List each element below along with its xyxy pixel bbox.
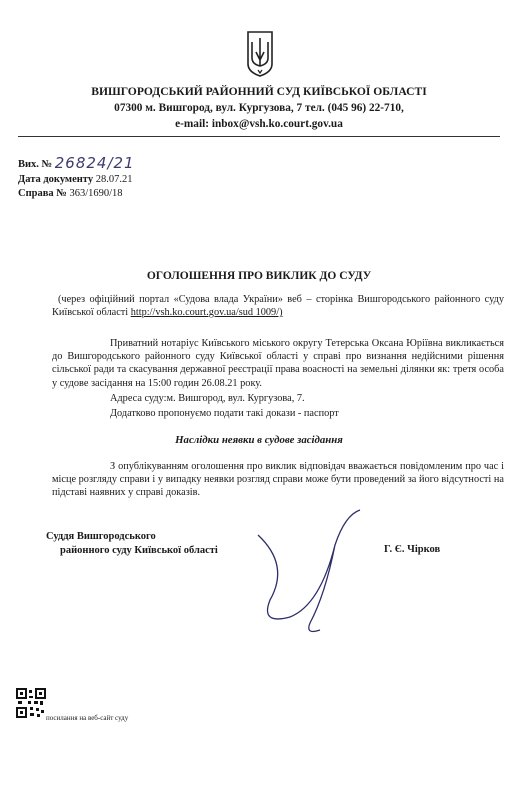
court-name: ВИШГОРОДСЬКИЙ РАЙОННИЙ СУД КИЇВСЬКОЇ ОБЛАСТІ [91, 85, 427, 98]
judge-role [46, 530, 218, 558]
trident-coat-of-arms-icon [246, 30, 274, 78]
outgoing-number-value: 26824/21 [54, 154, 135, 172]
document-date-label: Дата документу [18, 174, 94, 185]
outgoing-number-row [18, 156, 135, 171]
handwritten-signature [250, 505, 370, 645]
case-number-label: Справа № [18, 188, 67, 199]
portal-note [52, 293, 504, 319]
consequences-paragraph: З опублікуванням оголошення про виклик відповідач вважається повідомленим про час і місце розгляду справи і у випадку неявки розгляд справи може бути проведений за його відсутності на підставі наявних у справі доказів. [52, 461, 504, 499]
case-number-row [18, 187, 123, 200]
document-date-row [18, 173, 132, 186]
section-title: Наслідки неявки в судове засідання [175, 434, 343, 446]
case-number-value: 363/1690/18 [69, 188, 123, 199]
summons-paragraph: Приватний нотаріус Київського міського округу Тетерська Оксана Юріївна викликається до Вишгородського районного суду Київської області у справі про визнання недійсними рішення сільської ради та скасування державної реєстрації права воасності на земельні ділянки як: третя особа у судове засідання на 15:00 годин 26.08.21 року. [52, 338, 504, 389]
document-date-value: 28.07.21 [95, 174, 133, 185]
qr-caption: посилання на веб-сайт суду [46, 714, 129, 722]
court-address: 07300 м. Вишгород, вул. Кургузова, 7 тел. (045 96) 22-710, [114, 102, 404, 114]
evidence-line: Додатково пропонуємо подати такі докази - паспорт [110, 408, 339, 419]
judge-name: Г. Є. Чірков [384, 544, 441, 555]
court-email: e-mail: inbox@vsh.ko.court.gov.ua [175, 118, 343, 130]
judge-role-line1: Суддя Вишгородського [46, 531, 156, 542]
outgoing-number-label: Вих. № [18, 159, 53, 170]
judge-role-line2: районного суду Київської області [60, 545, 218, 556]
document-title: ОГОЛОШЕННЯ ПРО ВИКЛИК ДО СУДУ [146, 270, 372, 282]
court-address-line: Адреса суду:м. Вишгород, вул. Кургузова, 7. [110, 393, 305, 404]
court-website-link[interactable]: http://vsh.ko.court.gov.ua/sud 1009/) [130, 307, 283, 318]
qr-code-icon[interactable] [16, 688, 46, 718]
portal-note-text: (через офіційний портал «Судова влада України» веб – сторінка Вишгородського районного суду Київської області [52, 294, 504, 318]
header-divider [18, 136, 500, 137]
